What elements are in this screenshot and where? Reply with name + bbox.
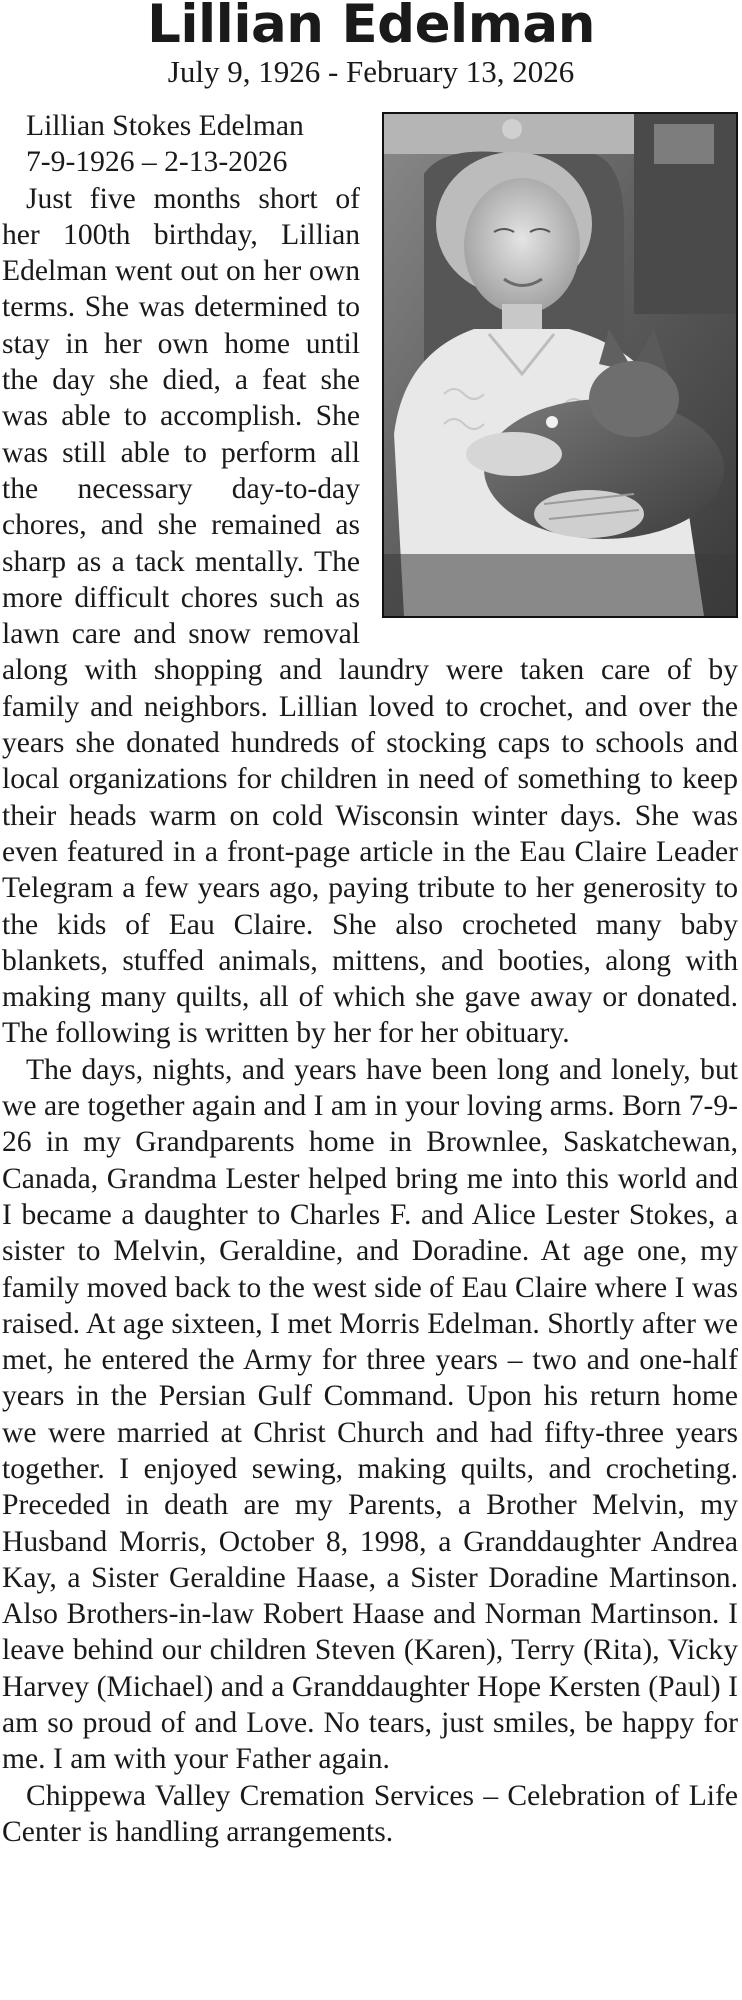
date-line: 7-9-1926 – 2-13-2026 bbox=[26, 146, 288, 179]
obituary-name-heading: Lillian Edelman bbox=[147, 0, 595, 55]
obituary-paragraph: Chippewa Valley Cremation Services – Celebration of Life Center is handling arrangements. bbox=[2, 1779, 738, 1848]
portrait-photo-image bbox=[384, 114, 736, 616]
full-name-line: Lillian Stokes Edelman bbox=[26, 110, 304, 142]
life-dates-subheading: July 9, 1926 - February 13, 2026 bbox=[167, 54, 575, 89]
obituary-body bbox=[2, 108, 738, 1850]
portrait-photo bbox=[382, 112, 738, 618]
obituary-paragraph: The days, nights, and years have been long and lonely, but we are together again and I am in your loving arms. Born 7-9-26 in my Grandparents home in Brownlee, Saskatchewan, Canada, Grandma Lester helped bring me into this world and I became a daughter to Charles F. and Alice Lester Stokes, a sister to Melvin, Geraldine, and Doradine. At age one, my family moved back to the west side of Eau Claire where I was raised. At age sixteen, I met Morris Edelman. Shortly after we met, he entered the Army for three years – two and one-half years in the Persian Gulf Command. Upon his return home we were married at Christ Church and had fifty-three years together. I enjoyed sewing, making quilts, and crocheting. Preceded in death are my Parents, a Brother Melvin, my Husband Morris, October 8, 1998, a Granddaughter Andrea Kay, a Sister Geraldine Haase, a Sister Doradine Martinson. Also Brothers-in-law Robert Haase and Norman Martinson. I leave behind our children Steven (Karen), Terry (Rita), Vicky Harvey (Michael) and a Granddaughter Hope Kersten (Paul) I am so proud of and Love. No tears, just smiles, be happy for me. I am with your Father again. bbox=[2, 1053, 738, 1776]
obituary-paragraph: Just five months short of her 100th birthday, Lillian Edelman went out on her own terms. She was determined to stay in her own home until the day she died, a feat she was able to accomplish. She was still able to perform all the necessary day-to-day chores, and she remained as sharp as a tack mentally. The more difficult chores such as lawn care and snow removal along with shopping and laundry were taken care of by family and neighbors. Lillian loved to crochet, and over the years she donated hundreds of stocking caps to schools and local organizations for children in need of something to keep their heads warm on cold Wisconsin winter days. She was even featured in a front-page article in the Eau Claire Leader Telegram a few years ago, paying tribute to her generosity to the kids of Eau Claire. She also crocheted many baby blankets, stuffed animals, mittens, and booties, along with making many quilts, all of which she gave away or donated. The following is written by her for her obituary. bbox=[2, 182, 738, 1050]
